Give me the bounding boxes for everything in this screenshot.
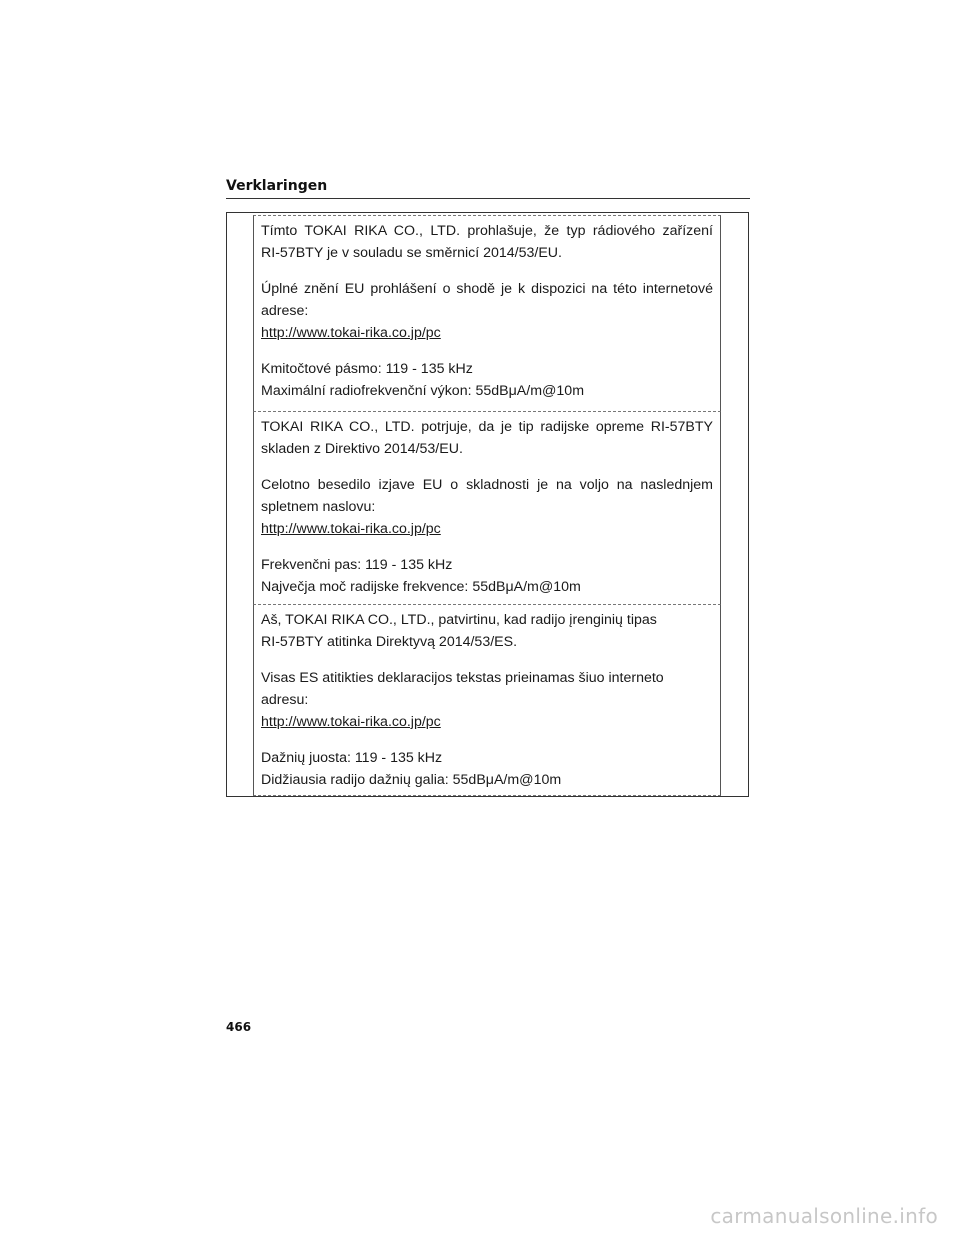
full-text-line: Celotno besedilo izjave EU o skladnosti je na voljo na naslednjem (261, 477, 713, 493)
intro-line: Tímto TOKAI RIKA CO., LTD. prohlašuje, že typ rádiového zařízení (261, 223, 713, 239)
declaration-slovenian (253, 411, 721, 604)
declaration-url-link[interactable]: http://www.tokai-rika.co.jp/pc (261, 325, 441, 341)
declaration-url-link[interactable]: http://www.tokai-rika.co.jp/pc (261, 714, 441, 730)
full-text-line: Úplné znění EU prohlášení o shodě je k dispozici na této internetové (261, 281, 713, 297)
max-power: Maximální radiofrekvenční výkon: 55dBμA/m@10m (261, 383, 585, 399)
full-text-line: spletnem naslovu: (261, 499, 376, 515)
declaration-url-link[interactable]: http://www.tokai-rika.co.jp/pc (261, 521, 441, 537)
intro-line: RI-57BTY atitinka Direktyvą 2014/53/ES. (261, 634, 518, 650)
full-text-line: adrese: (261, 303, 309, 319)
intro-line: skladen z Direktivo 2014/53/EU. (261, 441, 463, 457)
intro-line: TOKAI RIKA CO., LTD. potrjuje, da je tip radijske opreme RI-57BTY (261, 419, 713, 435)
page-number: 466 (226, 1020, 252, 1034)
declaration-czech (253, 215, 721, 411)
frequency-band: Kmitočtové pásmo: 119 - 135 kHz (261, 361, 473, 377)
max-power: Največja moč radijske frekvence: 55dBμA/m@10m (261, 579, 581, 595)
watermark: carmanualsonline.info (710, 1204, 938, 1228)
full-text-line: Visas ES atitikties deklaracijos tekstas prieinamas šiuo interneto (261, 670, 664, 686)
intro-line: RI-57BTY je v souladu se směrnicí 2014/53/EU. (261, 245, 562, 261)
declaration-lithuanian (253, 604, 721, 796)
intro-line: Aš, TOKAI RIKA CO., LTD., patvirtinu, kad radijo įrenginių tipas (261, 612, 657, 628)
title-divider (226, 198, 750, 199)
frequency-band: Dažnių juosta: 119 - 135 kHz (261, 750, 443, 766)
section-title: Verklaringen (226, 178, 328, 194)
frequency-band: Frekvenčni pas: 119 - 135 kHz (261, 557, 453, 573)
max-power: Didžiausia radijo dažnių galia: 55dBμA/m@10m (261, 772, 562, 788)
full-text-line: adresu: (261, 692, 309, 708)
